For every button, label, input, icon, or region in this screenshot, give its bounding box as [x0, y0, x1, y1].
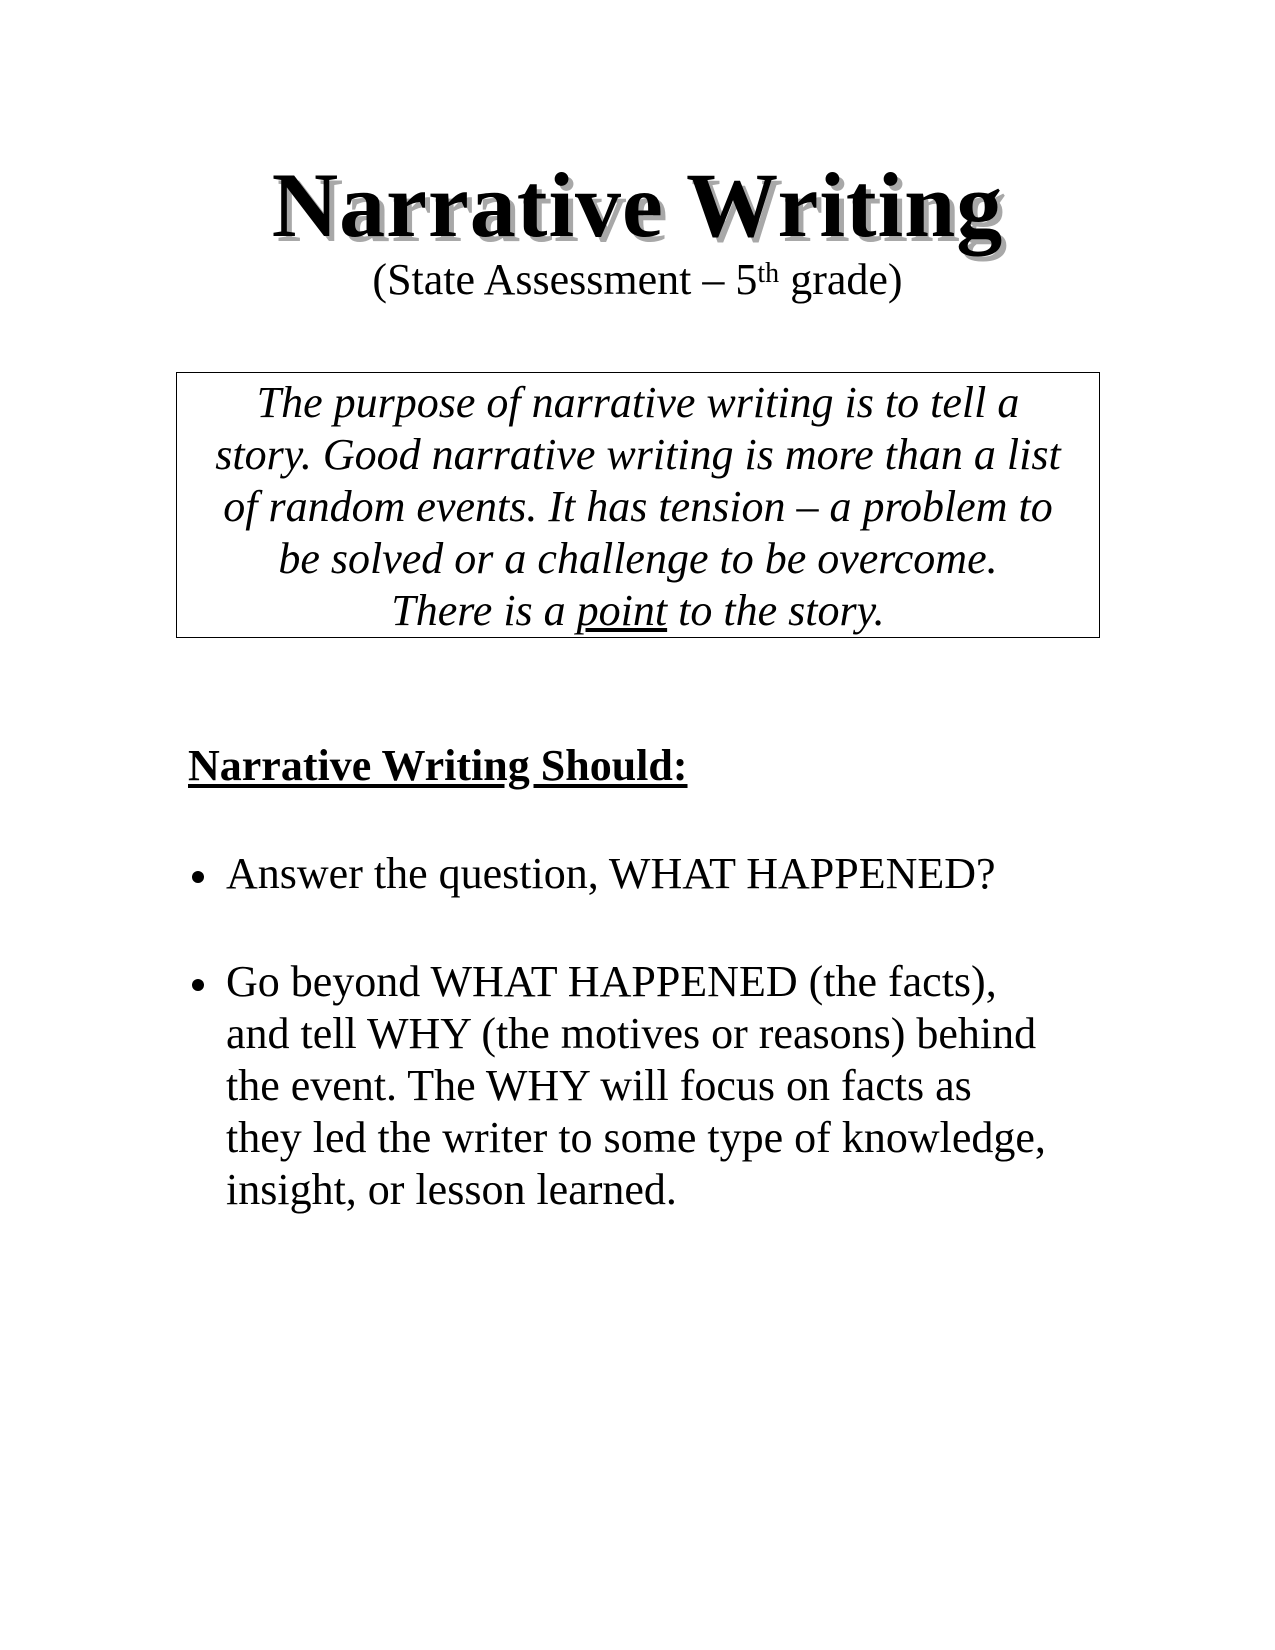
purpose-line: of random events. It has tension – a problem to: [223, 482, 1053, 531]
subtitle-prefix: (State Assessment – 5: [372, 255, 758, 304]
purpose-box: [176, 372, 1100, 638]
bullet-line: and tell WHY (the motives or reasons) behind: [226, 1009, 1037, 1058]
purpose-last-line: [185, 585, 1091, 637]
purpose-line: The purpose of narrative writing is to tell a: [256, 378, 1020, 427]
bullet-icon: [192, 979, 204, 991]
bullet-line: Answer the question, WHAT HAPPENED?: [226, 849, 996, 898]
list-item: [188, 956, 1088, 1216]
purpose-last-after: to the story.: [667, 586, 885, 635]
purpose-line: be solved or a challenge to be overcome.: [278, 534, 998, 583]
bullet-icon: [192, 871, 204, 883]
purpose-last-before: There is a: [391, 586, 577, 635]
page-subtitle: [0, 252, 1275, 308]
bullet-line: they led the writer to some type of knowledge,: [226, 1113, 1046, 1162]
bullet-line: the event. The WHY will focus on facts as: [226, 1061, 972, 1110]
purpose-line: story. Good narrative writing is more than a list: [215, 430, 1061, 479]
subtitle-suffix: grade): [779, 255, 903, 304]
page-title: Narrative Writing: [271, 154, 1004, 256]
bullet-list: [188, 848, 1088, 1272]
section-heading: Narrative Writing Should:: [188, 741, 688, 790]
subtitle-superscript: th: [757, 258, 780, 289]
bullet-line: insight, or lesson learned.: [226, 1165, 677, 1214]
purpose-emphasis: point: [576, 586, 668, 635]
list-item: [188, 848, 1088, 900]
bullet-line: Go beyond WHAT HAPPENED (the facts),: [226, 957, 997, 1006]
